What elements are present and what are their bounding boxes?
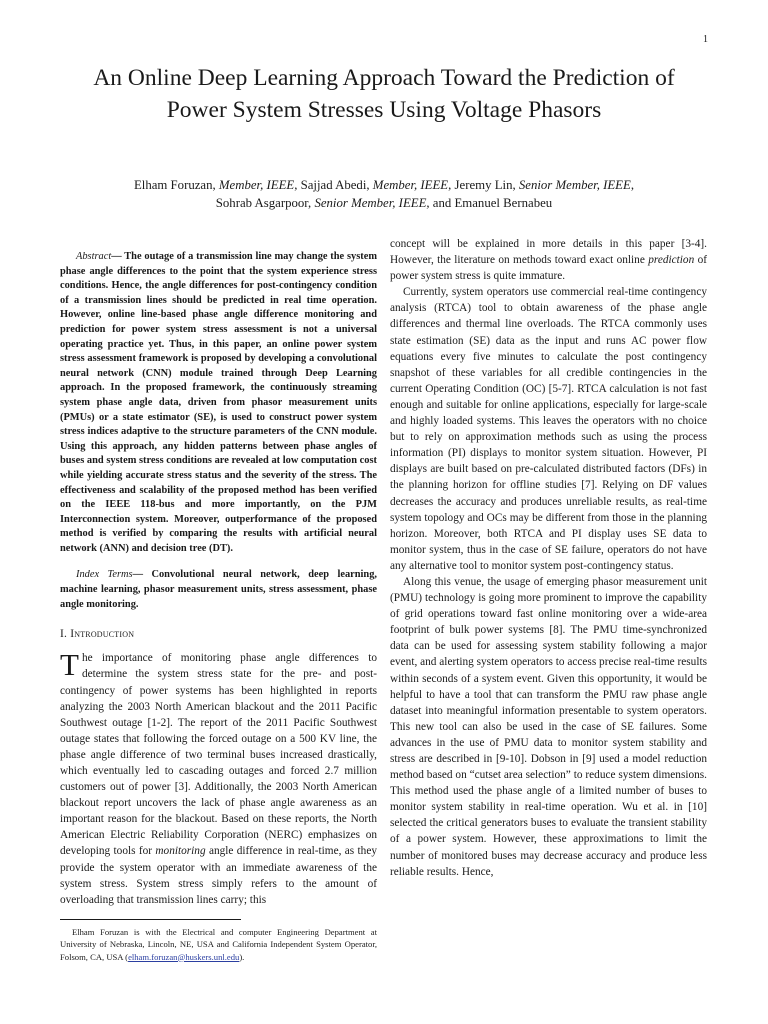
author-line-2 [70, 194, 698, 212]
continued-text-a: concept will be explained in more details in this paper [3-4]. However, the literature on methods toward exact online [390, 238, 707, 267]
footnote-text: Elham Foruzan is with the Electrical and computer Engineering Department at University of Nebraska, Lincoln, NE, USA and California Independent System Operator, Folsom, CA, USA ( [60, 927, 377, 962]
index-terms [60, 568, 377, 612]
intro-text-a: he importance of monitoring phase angle differences to determine the system stress state for the pre- and post-contingency of power systems has been highlighted in reports analyzing the 2003 North American blackout and the 2011 Pacific Southwest outage [1-2]. The report of the 2011 Pacific Southwest outage states that following the forced outage on a 500 KV line, the phase angle difference of two terminal buses increased drastically, which eventually led to cascading outages and forced 2.7 million customers out of power [3]. Additionally, the 2003 North American blackout report uncovers the lack of phase angle awareness as an important reason for the blackout. Based on these reports, the North American Electric Reliability Corporation (NERC) emphasizes on developing tools for [60, 652, 377, 858]
page-number: 1 [703, 34, 708, 45]
footnote-end: ). [239, 951, 245, 962]
intro-emphasis: monitoring [155, 845, 206, 858]
author-role: Member, IEEE [218, 178, 295, 192]
intro-paragraph [60, 647, 377, 908]
rtca-paragraph: Currently, system operators use commercial real-time contingency analysis (RTCA) tool to obtain awareness of the phase angle differences and thermal line overloads. The RTCA commonly uses state estimation (SE) data as the input and runs AC power flow equations every five minutes to calculate the post contingency snapshot of these variables for all credible contingencies in the current Operating Condition (OC) [5-7]. RTCA calculation is not fast enough and suitable for online applications, especially for large-scale and highly loaded systems. This leaves the operators with no choice but to rely on approximation methods such as using the process information (PI) displays to monitor system situation. However, PI displays are built based on pre-calculated distributed factors (DFs) in the planning horizon for offline studies [7]. Relying on DF values decreases the accuracy and produces unreliable results, as real-time system topology and OCs may be different from those in the planning horizon. Moreover, both RTCA and PI display uses SE data to monitor system, thus in the case of SE failure, operators do not have any alternative tool to monitor system post-contingency status. [390, 286, 707, 572]
footnote-divider [60, 919, 241, 920]
author-role: Member, IEEE [372, 178, 449, 192]
author-name: and Emanuel Bernabeu [429, 196, 553, 210]
index-terms-text: — Convolutional neural network, deep learning, machine learning, phasor measurement units, stress assessment, phase angle monitoring. [60, 569, 377, 610]
pmu-paragraph: Along this venue, the usage of emerging phasor measurement unit (PMU) technology is going more prominent to improve the capability of grid operations toward fast online monitoring over a wide-area footprint of bulk power systems [8]. The PMU time-synchronized data can be used for assessing system stability following a major event, and alerting system operators to access precise real-time results within seconds of a system event. Given this opportunity, it would be helpful to have a tool that can transform the PMU raw phase angle dataset into meaningful information presentable to system operators. This new tool can also be used in the case of SE failures. Some advances in the use of PMU data to monitor system stability and stress are described in [9-10]. Dobson in [9] used a model reduction method based on “cutset area selection” to reduce system dimensions. This method used the phase angle of a limited number of buses to monitor system stability in real-time operation. Wu et al. in [10] selected the critical generators buses to evaluate the transient stability of a power system. However, these approximations to limit the number of monitored buses may decrease accuracy and produce less reliable results. Hence, [390, 575, 707, 878]
author-line-1 [70, 176, 698, 194]
author-name: Elham Foruzan, [133, 178, 219, 192]
section-number: I. [60, 628, 71, 641]
author-name: , Sajjad Abedi, [294, 178, 373, 192]
author-name: , [630, 178, 635, 192]
continued-emphasis: prediction [648, 254, 695, 267]
right-column [390, 236, 707, 880]
index-terms-lead: Index Terms [76, 569, 133, 581]
author-role: Senior Member, IEEE [518, 178, 631, 192]
abstract-lead: Abstract [76, 251, 112, 262]
continued-text-b: of power system stress is quite immature. [390, 254, 707, 283]
drop-cap: T [60, 647, 79, 683]
email-link[interactable]: elham.foruzan@huskers.unl.edu [128, 951, 240, 962]
author-footnote [60, 926, 377, 963]
author-name: , Jeremy Lin, [448, 178, 519, 192]
section-heading-introduction [60, 626, 377, 642]
paper-title: An Online Deep Learning Approach Toward the Prediction of Power System Stresses Using Voltage Phasors [93, 65, 675, 123]
continued-paragraph [390, 236, 707, 284]
author-name: Sohrab Asgarpoor, [215, 196, 315, 210]
intro-text-b: angle difference in real-time, as they provide the system operator with an immediate awareness of the system stress. System stress simply refers to the amount of overloading that transmission lines carry; this [60, 845, 377, 906]
abstract-text: — The outage of a transmission line may change the system phase angle differences to the point that the system experience stress conditions. Hence, the angle differences for post-contingency condition of a transmission lines should be predicted in real time operation. However, online line-based phase angle difference monitoring and prediction for power system stress assessment is not a universal operating practice yet. Thus, in this paper, an online power system stress assessment framework is proposed by developing a convolutional neural network (CNN) module trained through Deep Learning approach. In the proposed framework, the continuously streaming system phase angle data, driven from phasor measurement units (PMUs) or a state estimator (SE), is used to construct power system stress indices adaptive to the structure parameters of the CNN module. Using this approach, any hidden patterns between phase angles of buses and system stress conditions are revealed at low computation cost while yielding accurate stress status and the severity of the stress. The effectiveness and scalability of the proposed method has been verified on the IEEE 118-bus and more importantly, on the PJM Interconnection system. Moreover, outperformance of the proposed method is verified by comparing the results with artificial neural network (ANN) and decision tree (DT). [60, 251, 377, 554]
section-title: Introduction [70, 628, 135, 641]
abstract [60, 250, 377, 556]
author-list [70, 176, 698, 212]
author-role: Senior Member, IEEE, [314, 196, 430, 210]
left-column [60, 250, 377, 908]
